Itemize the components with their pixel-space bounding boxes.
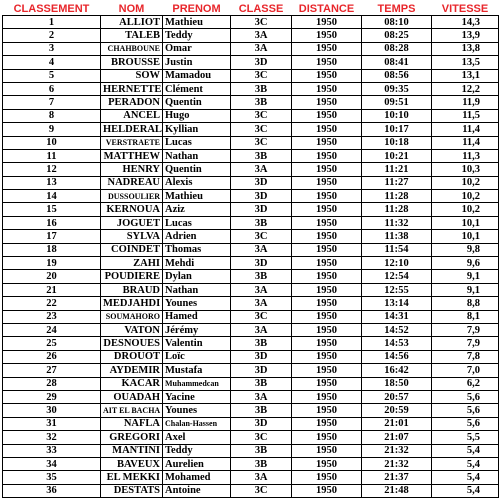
table-row (3, 42, 499, 55)
cell-classe: 3A (231, 471, 292, 484)
table-row (3, 444, 499, 457)
cell-classe: 3C (231, 230, 292, 243)
cell-distance: 1950 (292, 364, 362, 377)
cell-classe: 3C (231, 69, 292, 82)
cell-classement: 25 (3, 337, 101, 350)
table-row (3, 310, 499, 323)
cell-nom: COINDET (101, 243, 163, 256)
cell-prenom: Mathieu (163, 190, 231, 203)
cell-classe: 3B (231, 337, 292, 350)
cell-classement: 7 (3, 96, 101, 109)
cell-vitesse: 8,1 (432, 310, 499, 323)
cell-classe: 3A (231, 297, 292, 310)
cell-nom: SOUMAHORO (101, 310, 163, 323)
cell-prenom: Jérémy (163, 323, 231, 336)
cell-classe: 3D (231, 364, 292, 377)
cell-vitesse: 5,6 (432, 404, 499, 417)
cell-vitesse: 10,2 (432, 176, 499, 189)
cell-vitesse: 13,8 (432, 42, 499, 55)
cell-temps: 14:53 (362, 337, 432, 350)
table-row (3, 203, 499, 216)
cell-vitesse: 5,6 (432, 417, 499, 430)
cell-prenom: Nathan (163, 283, 231, 296)
cell-classe: 3D (231, 190, 292, 203)
cell-classement: 13 (3, 176, 101, 189)
cell-prenom: Quentin (163, 96, 231, 109)
cell-prenom: Valentin (163, 337, 231, 350)
cell-temps: 20:59 (362, 404, 432, 417)
table-row (3, 297, 499, 310)
cell-classe: 3D (231, 56, 292, 69)
cell-distance: 1950 (292, 323, 362, 336)
cell-distance: 1950 (292, 257, 362, 270)
cell-prenom: Yacine (163, 390, 231, 403)
cell-vitesse: 7,9 (432, 337, 499, 350)
cell-temps: 11:28 (362, 203, 432, 216)
cell-classement: 22 (3, 297, 101, 310)
cell-distance: 1950 (292, 471, 362, 484)
cell-temps: 12:55 (362, 283, 432, 296)
cell-nom: DESNOUES (101, 337, 163, 350)
cell-nom: BAVEUX (101, 457, 163, 470)
cell-classement: 17 (3, 230, 101, 243)
table-row (3, 29, 499, 42)
cell-classement: 23 (3, 310, 101, 323)
cell-classe: 3A (231, 163, 292, 176)
cell-classement: 34 (3, 457, 101, 470)
cell-nom: MEDJAHDI (101, 297, 163, 310)
cell-classe: 3A (231, 42, 292, 55)
cell-prenom: Adrien (163, 230, 231, 243)
cell-prenom: Loïc (163, 350, 231, 363)
cell-prenom: Antoine (163, 484, 231, 497)
cell-temps: 09:35 (362, 82, 432, 95)
cell-classe: 3D (231, 257, 292, 270)
cell-distance: 1950 (292, 417, 362, 430)
cell-temps: 14:31 (362, 310, 432, 323)
cell-vitesse: 10,2 (432, 190, 499, 203)
cell-temps: 11:54 (362, 243, 432, 256)
table-row (3, 471, 499, 484)
table-row (3, 283, 499, 296)
cell-vitesse: 10,2 (432, 203, 499, 216)
cell-prenom: Mohamed (163, 471, 231, 484)
results-table (2, 1, 499, 498)
cell-distance: 1950 (292, 42, 362, 55)
cell-prenom: Younes (163, 297, 231, 310)
cell-temps: 12:10 (362, 257, 432, 270)
cell-distance: 1950 (292, 69, 362, 82)
cell-classe: 3C (231, 16, 292, 29)
cell-distance: 1950 (292, 350, 362, 363)
cell-vitesse: 10,1 (432, 216, 499, 229)
cell-prenom: Axel (163, 431, 231, 444)
cell-temps: 14:52 (362, 323, 432, 336)
cell-vitesse: 9,1 (432, 283, 499, 296)
cell-nom: JOGUET (101, 216, 163, 229)
cell-classement: 32 (3, 431, 101, 444)
cell-classe: 3B (231, 270, 292, 283)
cell-classement: 29 (3, 390, 101, 403)
cell-distance: 1950 (292, 109, 362, 122)
cell-nom: TALEB (101, 29, 163, 42)
cell-temps: 08:25 (362, 29, 432, 42)
cell-nom: HELDERAL (101, 123, 163, 136)
cell-nom: KERNOUA (101, 203, 163, 216)
cell-prenom: Quentin (163, 163, 231, 176)
table-row (3, 417, 499, 430)
cell-temps: 21:32 (362, 444, 432, 457)
cell-nom: MANTINI (101, 444, 163, 457)
cell-classement: 9 (3, 123, 101, 136)
cell-nom: NADREAU (101, 176, 163, 189)
cell-vitesse: 5,4 (432, 457, 499, 470)
table-row (3, 257, 499, 270)
cell-classement: 1 (3, 16, 101, 29)
cell-distance: 1950 (292, 29, 362, 42)
cell-distance: 1950 (292, 270, 362, 283)
cell-vitesse: 9,6 (432, 257, 499, 270)
cell-vitesse: 11,3 (432, 149, 499, 162)
cell-classe: 3B (231, 377, 292, 390)
cell-distance: 1950 (292, 404, 362, 417)
cell-vitesse: 10,1 (432, 230, 499, 243)
cell-nom: OUADAH (101, 390, 163, 403)
cell-temps: 08:41 (362, 56, 432, 69)
table-row (3, 163, 499, 176)
cell-classe: 3A (231, 29, 292, 42)
cell-classement: 3 (3, 42, 101, 55)
cell-nom: DESTATS (101, 484, 163, 497)
cell-distance: 1950 (292, 230, 362, 243)
table-row (3, 337, 499, 350)
cell-temps: 21:07 (362, 431, 432, 444)
cell-temps: 11:21 (362, 163, 432, 176)
cell-classement: 15 (3, 203, 101, 216)
cell-classement: 35 (3, 471, 101, 484)
cell-distance: 1950 (292, 337, 362, 350)
cell-nom: CHAHBOUNE (101, 42, 163, 55)
cell-temps: 18:50 (362, 377, 432, 390)
cell-classement: 8 (3, 109, 101, 122)
cell-vitesse: 5,5 (432, 431, 499, 444)
cell-classement: 31 (3, 417, 101, 430)
cell-prenom: Teddy (163, 29, 231, 42)
cell-temps: 10:10 (362, 109, 432, 122)
cell-nom: POUDIERE (101, 270, 163, 283)
cell-temps: 11:38 (362, 230, 432, 243)
cell-prenom: Teddy (163, 444, 231, 457)
cell-prenom: Mamadou (163, 69, 231, 82)
cell-nom: SYLVA (101, 230, 163, 243)
cell-distance: 1950 (292, 283, 362, 296)
cell-vitesse: 5,4 (432, 444, 499, 457)
cell-prenom: Alexis (163, 176, 231, 189)
cell-distance: 1950 (292, 123, 362, 136)
cell-distance: 1950 (292, 16, 362, 29)
header-classement: CLASSEMENT (3, 1, 101, 16)
cell-temps: 14:56 (362, 350, 432, 363)
table-row (3, 364, 499, 377)
table-row (3, 377, 499, 390)
cell-prenom: Mehdi (163, 257, 231, 270)
cell-prenom: Younes (163, 404, 231, 417)
cell-classe: 3B (231, 457, 292, 470)
table-row (3, 56, 499, 69)
cell-classement: 5 (3, 69, 101, 82)
cell-vitesse: 13,9 (432, 29, 499, 42)
cell-prenom: Thomas (163, 243, 231, 256)
cell-temps: 13:14 (362, 297, 432, 310)
cell-temps: 21:32 (362, 457, 432, 470)
cell-distance: 1950 (292, 136, 362, 149)
cell-nom: NAFLA (101, 417, 163, 430)
cell-vitesse: 8,8 (432, 297, 499, 310)
cell-classe: 3D (231, 417, 292, 430)
table-header (3, 1, 499, 16)
cell-prenom: Lucas (163, 136, 231, 149)
cell-classement: 12 (3, 163, 101, 176)
cell-vitesse: 9,1 (432, 270, 499, 283)
cell-prenom: Justin (163, 56, 231, 69)
cell-nom: PERADON (101, 96, 163, 109)
cell-classe: 3A (231, 243, 292, 256)
cell-distance: 1950 (292, 390, 362, 403)
cell-temps: 09:51 (362, 96, 432, 109)
cell-distance: 1950 (292, 190, 362, 203)
cell-distance: 1950 (292, 149, 362, 162)
table-row (3, 350, 499, 363)
cell-nom: ALLIOT (101, 16, 163, 29)
table-row (3, 270, 499, 283)
cell-nom: ANCEL (101, 109, 163, 122)
cell-classe: 3C (231, 136, 292, 149)
cell-temps: 10:17 (362, 123, 432, 136)
cell-temps: 08:10 (362, 16, 432, 29)
cell-classe: 3D (231, 176, 292, 189)
table-row (3, 96, 499, 109)
cell-temps: 16:42 (362, 364, 432, 377)
table-row (3, 82, 499, 95)
cell-distance: 1950 (292, 243, 362, 256)
cell-classe: 3C (231, 109, 292, 122)
cell-nom: HERNETTE (101, 82, 163, 95)
table-row (3, 16, 499, 29)
table-row (3, 149, 499, 162)
cell-classe: 3B (231, 96, 292, 109)
cell-prenom: Nathan (163, 149, 231, 162)
cell-classement: 4 (3, 56, 101, 69)
table-row (3, 404, 499, 417)
cell-classement: 20 (3, 270, 101, 283)
cell-vitesse: 10,3 (432, 163, 499, 176)
cell-distance: 1950 (292, 377, 362, 390)
table-row (3, 176, 499, 189)
cell-classement: 28 (3, 377, 101, 390)
cell-vitesse: 7,9 (432, 323, 499, 336)
cell-prenom: Dylan (163, 270, 231, 283)
cell-prenom: Muhammedcan (163, 377, 231, 390)
cell-temps: 21:01 (362, 417, 432, 430)
cell-vitesse: 11,4 (432, 136, 499, 149)
cell-classe: 3A (231, 323, 292, 336)
cell-vitesse: 13,5 (432, 56, 499, 69)
cell-prenom: Clément (163, 82, 231, 95)
cell-nom: GREGORI (101, 431, 163, 444)
cell-nom: KACAR (101, 377, 163, 390)
header-prenom: PRENOM (163, 1, 231, 16)
table-row (3, 484, 499, 497)
cell-classe: 3A (231, 390, 292, 403)
cell-prenom: Aziz (163, 203, 231, 216)
cell-distance: 1950 (292, 431, 362, 444)
cell-temps: 12:54 (362, 270, 432, 283)
header-distance: DISTANCE (292, 1, 362, 16)
cell-distance: 1950 (292, 176, 362, 189)
cell-classement: 2 (3, 29, 101, 42)
cell-distance: 1950 (292, 163, 362, 176)
cell-distance: 1950 (292, 484, 362, 497)
cell-classe: 3D (231, 350, 292, 363)
table-row (3, 323, 499, 336)
cell-nom: ZAHI (101, 257, 163, 270)
table-row (3, 243, 499, 256)
cell-vitesse: 11,9 (432, 96, 499, 109)
cell-nom: SOW (101, 69, 163, 82)
cell-nom: DROUOT (101, 350, 163, 363)
header-nom: NOM (101, 1, 163, 16)
table-row (3, 109, 499, 122)
cell-classement: 6 (3, 82, 101, 95)
cell-vitesse: 5,6 (432, 390, 499, 403)
cell-prenom: Mustafa (163, 364, 231, 377)
cell-vitesse: 12,2 (432, 82, 499, 95)
cell-vitesse: 5,4 (432, 484, 499, 497)
cell-classement: 26 (3, 350, 101, 363)
header-row (3, 1, 499, 16)
cell-nom: DUSSOULIER (101, 190, 163, 203)
cell-classe: 3B (231, 82, 292, 95)
cell-classe: 3B (231, 404, 292, 417)
table-row (3, 230, 499, 243)
table-row (3, 390, 499, 403)
cell-prenom: Aurelien (163, 457, 231, 470)
cell-distance: 1950 (292, 56, 362, 69)
cell-classement: 16 (3, 216, 101, 229)
cell-classe: 3B (231, 149, 292, 162)
cell-temps: 21:48 (362, 484, 432, 497)
cell-vitesse: 11,4 (432, 123, 499, 136)
table-row (3, 123, 499, 136)
cell-temps: 08:28 (362, 42, 432, 55)
cell-classement: 36 (3, 484, 101, 497)
cell-distance: 1950 (292, 310, 362, 323)
cell-vitesse: 9,8 (432, 243, 499, 256)
cell-nom: EL MEKKI (101, 471, 163, 484)
cell-distance: 1950 (292, 297, 362, 310)
cell-temps: 11:32 (362, 216, 432, 229)
cell-nom: MATTHEW (101, 149, 163, 162)
cell-temps: 10:21 (362, 149, 432, 162)
cell-classe: 3B (231, 444, 292, 457)
cell-classement: 24 (3, 323, 101, 336)
cell-vitesse: 7,8 (432, 350, 499, 363)
table-row (3, 69, 499, 82)
cell-temps: 11:28 (362, 190, 432, 203)
cell-prenom: Kyllian (163, 123, 231, 136)
cell-distance: 1950 (292, 457, 362, 470)
table-row (3, 431, 499, 444)
cell-classement: 27 (3, 364, 101, 377)
table-row (3, 190, 499, 203)
cell-prenom: Chalan-Hassen (163, 417, 231, 430)
cell-classement: 14 (3, 190, 101, 203)
table-row (3, 216, 499, 229)
cell-classe: 3B (231, 216, 292, 229)
cell-temps: 11:27 (362, 176, 432, 189)
cell-vitesse: 13,1 (432, 69, 499, 82)
cell-classement: 33 (3, 444, 101, 457)
cell-prenom: Omar (163, 42, 231, 55)
table-row (3, 136, 499, 149)
cell-classement: 30 (3, 404, 101, 417)
cell-temps: 20:57 (362, 390, 432, 403)
cell-vitesse: 11,5 (432, 109, 499, 122)
cell-nom: AIT EL BACHA (101, 404, 163, 417)
cell-vitesse: 6,2 (432, 377, 499, 390)
cell-nom: AYDEMIR (101, 364, 163, 377)
cell-classe: 3A (231, 283, 292, 296)
cell-prenom: Lucas (163, 216, 231, 229)
cell-nom: BRAUD (101, 283, 163, 296)
cell-classement: 18 (3, 243, 101, 256)
cell-prenom: Hugo (163, 109, 231, 122)
cell-distance: 1950 (292, 444, 362, 457)
cell-nom: BROUSSE (101, 56, 163, 69)
table-row (3, 457, 499, 470)
cell-distance: 1950 (292, 96, 362, 109)
cell-nom: VATON (101, 323, 163, 336)
cell-vitesse: 14,3 (432, 16, 499, 29)
cell-vitesse: 7,0 (432, 364, 499, 377)
cell-classement: 19 (3, 257, 101, 270)
cell-classe: 3C (231, 310, 292, 323)
cell-classement: 11 (3, 149, 101, 162)
cell-classe: 3C (231, 123, 292, 136)
cell-prenom: Hamed (163, 310, 231, 323)
header-temps: TEMPS (362, 1, 432, 16)
cell-temps: 21:37 (362, 471, 432, 484)
cell-prenom: Mathieu (163, 16, 231, 29)
cell-temps: 10:18 (362, 136, 432, 149)
cell-classement: 10 (3, 136, 101, 149)
cell-vitesse: 5,4 (432, 471, 499, 484)
cell-temps: 08:56 (362, 69, 432, 82)
table-body (3, 16, 499, 498)
cell-distance: 1950 (292, 82, 362, 95)
header-classe: CLASSE (231, 1, 292, 16)
cell-nom: HENRY (101, 163, 163, 176)
header-vitesse: VITESSE (432, 1, 499, 16)
cell-nom: VERSTRAETE (101, 136, 163, 149)
cell-distance: 1950 (292, 203, 362, 216)
cell-distance: 1950 (292, 216, 362, 229)
cell-classe: 3C (231, 484, 292, 497)
cell-classe: 3D (231, 203, 292, 216)
cell-classement: 21 (3, 283, 101, 296)
cell-classe: 3C (231, 431, 292, 444)
